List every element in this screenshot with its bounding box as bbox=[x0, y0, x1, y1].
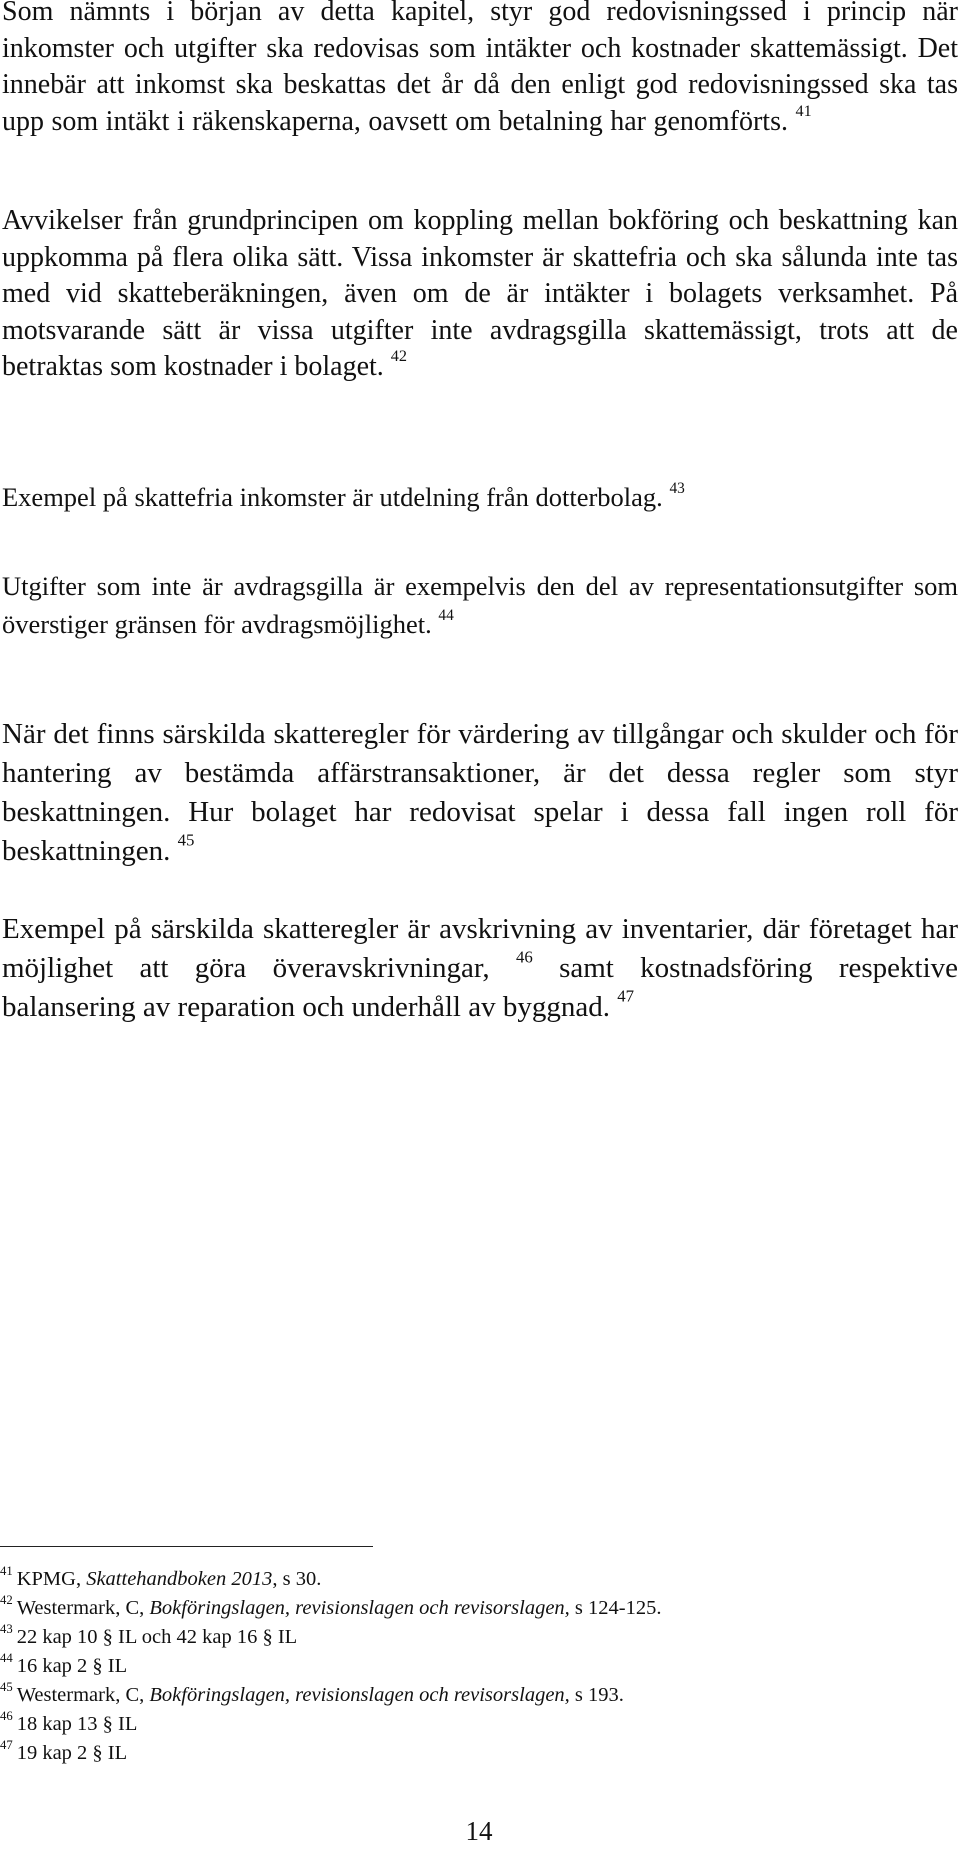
page-number: 14 bbox=[465, 1816, 493, 1846]
footnote-41 bbox=[0, 1565, 958, 1594]
footnote-text-post: , s 30. bbox=[272, 1568, 322, 1590]
footnotes bbox=[0, 1565, 958, 1768]
footnote-number: 46 bbox=[0, 1709, 13, 1724]
footnote-number: 47 bbox=[0, 1738, 13, 1753]
footnote-number: 43 bbox=[0, 1622, 13, 1637]
footnote-46 bbox=[0, 1710, 958, 1739]
footnote-ref-45[interactable]: 45 bbox=[177, 830, 195, 850]
footnote-ref-44[interactable]: 44 bbox=[438, 606, 454, 624]
paragraph-2-text: Avvikelser från grundprincipen om koppling mellan bokföring och beskattning kan uppkomma på flera olika sätt. Vissa inkomster är skattefria och ska sålunda inte tas med vid skatteberäkningen, även om de är intäkter i bolagets verksamhet. På motsvarande sätt är vissa utgifter inte avdragsgilla skattemässigt, trots att de betraktas som kostnader i bolaget. bbox=[2, 205, 958, 382]
footnote-text: KPMG, bbox=[16, 1568, 87, 1590]
paragraph-6 bbox=[2, 910, 958, 1027]
footnote-text-post: s 124-125. bbox=[569, 1597, 662, 1619]
footnote-ref-43[interactable]: 43 bbox=[669, 479, 685, 497]
footnote-45 bbox=[0, 1681, 958, 1710]
footnote-ref-46[interactable]: 46 bbox=[515, 947, 533, 967]
paragraph-1 bbox=[2, 0, 958, 140]
footnote-text: 16 kap 2 § IL bbox=[16, 1655, 128, 1677]
footnote-42 bbox=[0, 1594, 958, 1623]
paragraph-1-text: Som nämnts i början av detta kapitel, styr god redovisningssed i princip när inkomster och utgifter ska redovisas som intäkter och kostnader skattemässigt. Det innebär att inkomst ska beskattas det år då den enligt god redovisningssed ska tas upp som intäkt i räkenskaperna, oavsett om betalning har genomförts. bbox=[2, 0, 958, 137]
paragraph-5 bbox=[2, 715, 958, 871]
footnote-ref-42[interactable]: 42 bbox=[390, 347, 408, 366]
paragraph-5-text: När det finns särskilda skatteregler för värdering av tillgångar och skulder och för hantering av bestämda affärstransaktioner, är det dessa regler som styr beskattningen. Hur bolaget har redovisat spelar i dessa fall ingen roll för beskattningen. bbox=[2, 718, 958, 867]
footnote-ref-47[interactable]: 47 bbox=[617, 986, 635, 1006]
footnote-text: 22 kap 10 § IL och 42 kap 16 § IL bbox=[16, 1626, 298, 1648]
footnote-title: Bokföringslagen, revisionslagen och revisorslagen, bbox=[149, 1684, 570, 1706]
paragraph-2 bbox=[2, 203, 958, 386]
footnote-text-post: s 193. bbox=[569, 1684, 624, 1706]
footnote-number: 45 bbox=[0, 1680, 13, 1695]
footnote-47 bbox=[0, 1739, 958, 1768]
footnote-43 bbox=[0, 1623, 958, 1652]
paragraph-6-text-b: samt kostnadsföring respektive balansering av reparation och underhåll av byggnad. bbox=[2, 952, 959, 1023]
footnote-44 bbox=[0, 1652, 958, 1681]
footnote-number: 41 bbox=[0, 1564, 13, 1579]
paragraph-3 bbox=[2, 478, 958, 516]
footnote-number: 42 bbox=[0, 1593, 13, 1608]
paragraph-3-text: Exempel på skattefria inkomster är utdelning från dotterbolag. bbox=[2, 482, 663, 512]
paragraph-6-text-a: Exempel på särskilda skatteregler är avskrivning av inventarier, där företaget har möjlighet att göra överavskrivningar, bbox=[2, 913, 958, 984]
paragraph-4-text: Utgifter som inte är avdragsgilla är exempelvis den del av representationsutgifter som överstiger gränsen för avdragsmöjlighet. bbox=[2, 571, 958, 639]
paragraph-4 bbox=[2, 567, 958, 643]
footnote-text: 18 kap 13 § IL bbox=[16, 1713, 138, 1735]
footnote-ref-41[interactable]: 41 bbox=[795, 101, 812, 120]
footnote-divider bbox=[0, 1546, 373, 1547]
footnote-text: 19 kap 2 § IL bbox=[16, 1742, 128, 1764]
footnote-number: 44 bbox=[0, 1651, 13, 1666]
footnote-text: Westermark, C, bbox=[16, 1684, 150, 1706]
footnote-text: Westermark, C, bbox=[16, 1597, 150, 1619]
footnote-title: Skattehandboken 2013 bbox=[86, 1568, 273, 1590]
footnote-title: Bokföringslagen, revisionslagen och revisorslagen, bbox=[149, 1597, 570, 1619]
